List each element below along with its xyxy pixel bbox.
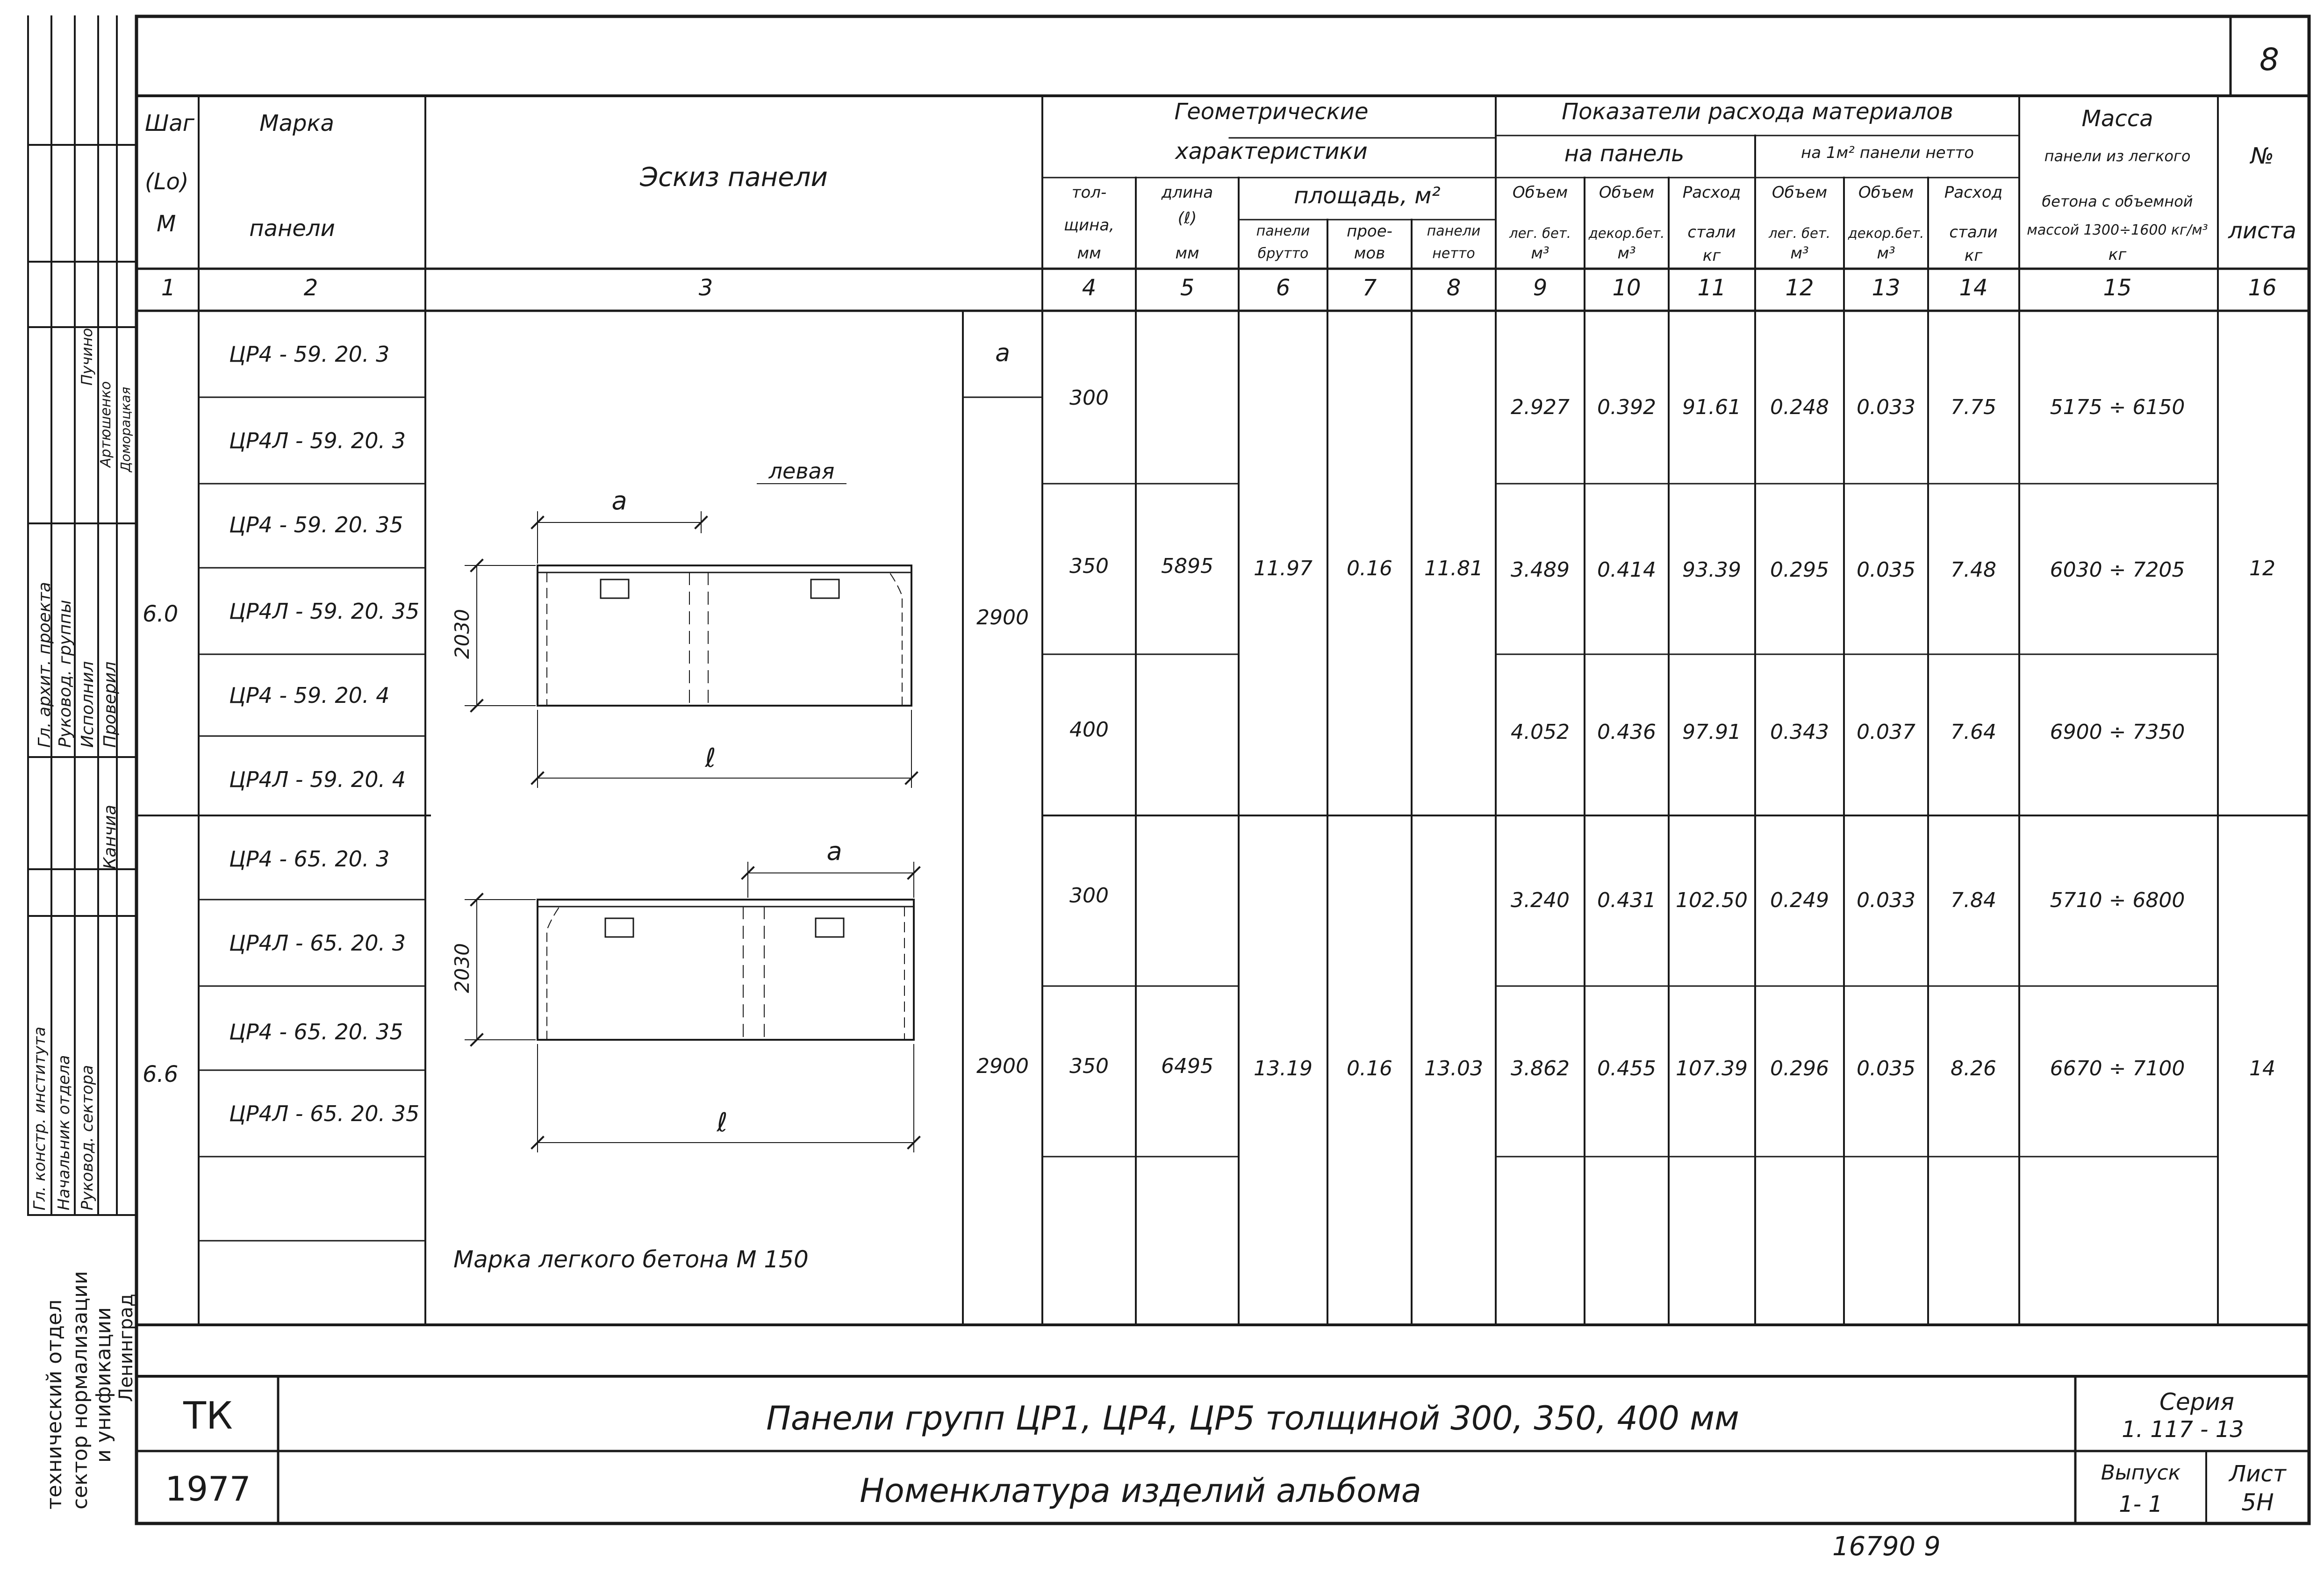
stamp-role: Проверил: [100, 661, 120, 748]
thickness: 300: [1069, 884, 1109, 908]
header-ob-dek-2-a: Объем: [1858, 183, 1914, 202]
thickness: 400: [1069, 718, 1109, 742]
col-num-3: 3: [698, 275, 713, 301]
header-ob-leg-1-c: м³: [1531, 244, 1549, 263]
stamp-role: Гл. архит. проекта: [35, 582, 54, 748]
header-proemov-2: мов: [1354, 244, 1385, 263]
header-ob-leg-2-a: Объем: [1772, 183, 1828, 202]
header-marka-1: Марка: [259, 110, 334, 136]
sketch-dim-l: ℓ: [705, 743, 716, 773]
stamp-name: Доморацкая: [118, 386, 133, 472]
tk-label: ТК: [183, 1394, 233, 1437]
col-num-9: 9: [1533, 275, 1548, 301]
col-num-12: 12: [1785, 275, 1814, 301]
header-rashod-2-c: кг: [1964, 246, 1983, 265]
seria-value: 1. 117 - 13: [2122, 1416, 2244, 1443]
cell-v11: 102.50: [1676, 888, 1748, 912]
cell-v12: 0.343: [1770, 720, 1829, 744]
header-netto-1: панели: [1427, 223, 1481, 239]
header-rashod-2-b: стали: [1949, 223, 1998, 242]
cell-v12: 0.249: [1770, 888, 1829, 912]
stamp-role: Руковод. сектора: [78, 1065, 97, 1210]
cell-v15: 6670 ÷ 7100: [2050, 1057, 2185, 1080]
panel-mark: ЦР4 - 65. 20. 35: [229, 1019, 403, 1044]
header-geom-2: характеристики: [1175, 138, 1368, 164]
panel-mark: ЦР4Л - 65. 20. 35: [229, 1101, 420, 1126]
header-ob-dek-1-c: м³: [1617, 244, 1636, 263]
panel-mark: ЦР4 - 65. 20. 3: [229, 846, 390, 872]
header-list-2: листа: [2228, 218, 2296, 244]
stamp-role: Гл. констр. института: [30, 1026, 49, 1210]
thickness: 350: [1069, 1054, 1109, 1078]
panel-mark: ЦР4 - 59. 20. 35: [229, 512, 403, 537]
header-massa-2: панели из легкого: [2044, 147, 2191, 165]
header-ob-leg-2-b: лег. бет.: [1769, 225, 1830, 241]
area-brutto: 11.97: [1254, 557, 1313, 580]
cell-v15: 5710 ÷ 6800: [2050, 888, 2185, 912]
stamp-org: Ленинград: [115, 1294, 137, 1402]
cell-v14: 7.48: [1951, 558, 1996, 582]
panel-mark: ЦР4Л - 59. 20. 4: [229, 767, 406, 792]
header-brutto-1: панели: [1256, 223, 1310, 239]
area-netto: 11.81: [1424, 557, 1483, 580]
list-number: 14: [2249, 1057, 2275, 1080]
cell-v13: 0.035: [1857, 1057, 1915, 1080]
cell-v10: 0.431: [1597, 888, 1656, 912]
cell-v13: 0.033: [1857, 395, 1915, 419]
cell-v9: 4.052: [1511, 720, 1570, 744]
col-num-11: 11: [1697, 275, 1726, 301]
thickness: 350: [1069, 554, 1109, 578]
header-tolshchina-3: мм: [1077, 244, 1101, 263]
list-value: 5Н: [2241, 1489, 2274, 1516]
title-line-1: Панели групп ЦР1, ЦР4, ЦР5 толщиной 300, 350, 400 мм: [766, 1399, 1739, 1437]
header-ploshchad: площадь, м²: [1294, 183, 1441, 209]
col-num-1: 1: [161, 275, 176, 301]
col-num-10: 10: [1612, 275, 1641, 301]
col-num-16: 16: [2248, 275, 2277, 301]
cell-v14: 7.64: [1951, 720, 1996, 744]
cell-v9: 3.240: [1511, 888, 1570, 912]
archive-number: 16790 9: [1832, 1531, 1941, 1562]
header-shag-2: (Lo): [145, 169, 189, 195]
cell-v15: 6030 ÷ 7205: [2050, 558, 2185, 582]
header-list-1: №: [2251, 143, 2274, 169]
cell-v10: 0.392: [1597, 395, 1656, 419]
cell-v9: 3.862: [1511, 1057, 1570, 1080]
header-rashod-1-a: Расход: [1682, 183, 1741, 202]
header-geom-1: Геометрические: [1174, 99, 1369, 125]
stamp-name: Артюшенко: [98, 381, 114, 467]
vypusk-value: 1- 1: [2119, 1491, 2163, 1517]
header-eskiz: Эскиз панели: [640, 162, 828, 193]
header-marka-2: панели: [249, 215, 335, 242]
stamp-org: технический отдел: [43, 1299, 66, 1509]
area-proemov: 0.16: [1347, 557, 1392, 580]
sketch-dim-a: а: [611, 486, 627, 515]
panel-mark: ЦР4Л - 65. 20. 3: [229, 930, 406, 956]
thickness: 300: [1069, 386, 1109, 410]
cell-v13: 0.037: [1857, 720, 1915, 744]
header-ob-dek-1-a: Объем: [1599, 183, 1655, 202]
col-num-15: 15: [2103, 275, 2132, 301]
header-na-panel: на панель: [1564, 141, 1685, 167]
cell-v14: 7.75: [1951, 395, 1996, 419]
list-label: Лист: [2229, 1461, 2286, 1487]
header-massa-4: массой 1300÷1600 кг/м³: [2027, 222, 2208, 238]
header-dlina-3: мм: [1175, 244, 1199, 263]
stamp-org: сектор нормализации: [68, 1271, 92, 1509]
header-dlina-1: длина: [1161, 183, 1213, 202]
header-rashod-1-b: стали: [1687, 223, 1736, 242]
col-a-letter: а: [995, 339, 1010, 367]
stamp-org: и унификации: [92, 1307, 115, 1463]
title-line-2: Номенклатура изделий альбома: [860, 1472, 1421, 1510]
cell-v11: 93.39: [1682, 558, 1741, 582]
stamp-role: Руковод. группы: [56, 600, 75, 748]
stamp-role: Начальник отдела: [55, 1055, 73, 1210]
cell-v10: 0.455: [1597, 1057, 1656, 1080]
cell-v14: 7.84: [1951, 888, 1996, 912]
header-massa-5: кг: [2108, 245, 2127, 264]
sketch-dim-height: 2030: [451, 609, 473, 659]
area-netto: 13.03: [1424, 1057, 1483, 1080]
cell-v13: 0.035: [1857, 558, 1915, 582]
header-tolshchina-2: щина,: [1064, 216, 1114, 235]
panel-height: 2900: [976, 1054, 1029, 1078]
header-rashod-2-a: Расход: [1944, 183, 2003, 202]
panel-height: 2900: [976, 606, 1029, 629]
group-shag: 6.6: [143, 1061, 179, 1087]
stamp-name: Канчиа: [100, 805, 120, 869]
col-num-7: 7: [1362, 275, 1377, 301]
cell-v9: 3.489: [1511, 558, 1570, 582]
panel-mark: ЦР4 - 59. 20. 3: [229, 342, 390, 367]
cell-v11: 97.91: [1682, 720, 1741, 744]
header-shag-1: Шаг: [145, 110, 194, 136]
dlina: 6495: [1161, 1054, 1213, 1078]
stamp-name: Пучино: [78, 328, 96, 386]
header-tolshchina-1: тол-: [1071, 183, 1107, 202]
col-num-8: 8: [1446, 275, 1461, 301]
panel-mark: ЦР4Л - 59. 20. 35: [229, 599, 420, 624]
header-ob-leg-2-c: м³: [1790, 244, 1809, 263]
cell-v12: 0.296: [1770, 1057, 1829, 1080]
cell-v10: 0.414: [1597, 558, 1656, 582]
sketch-dim-l: ℓ: [717, 1108, 728, 1138]
header-ob-dek-2-b: декор.бет.: [1848, 225, 1924, 241]
header-rashod-1-c: кг: [1702, 246, 1721, 265]
header-shag-3: М: [157, 211, 176, 237]
cell-v14: 8.26: [1951, 1057, 1996, 1080]
col-num-14: 14: [1959, 275, 1988, 301]
cell-v12: 0.248: [1770, 395, 1829, 419]
header-na-m2: на 1м² панели нетто: [1801, 143, 1974, 162]
col-num-2: 2: [303, 275, 318, 301]
header-proemov-1: прое-: [1347, 222, 1392, 241]
dlina: 5895: [1161, 554, 1213, 578]
cell-v15: 5175 ÷ 6150: [2050, 395, 2185, 419]
stamp-role: Исполнил: [78, 661, 97, 748]
cell-v11: 91.61: [1682, 395, 1741, 419]
seria-label: Серия: [2159, 1388, 2234, 1416]
area-brutto: 13.19: [1254, 1057, 1313, 1080]
col-num-6: 6: [1276, 275, 1291, 301]
header-pokazateli: Показатели расхода материалов: [1562, 99, 1953, 125]
list-number: 12: [2249, 557, 2275, 580]
col-num-4: 4: [1082, 275, 1097, 301]
header-netto-2: нетто: [1432, 245, 1475, 262]
cell-v13: 0.033: [1857, 888, 1915, 912]
sketch-dim-a: а: [826, 837, 842, 866]
header-ob-leg-1-b: лег. бет.: [1509, 225, 1571, 241]
sketch-levaya: левая: [768, 458, 835, 484]
vypusk-label: Выпуск: [2101, 1461, 2181, 1485]
header-ob-dek-1-b: декор.бет.: [1588, 225, 1665, 241]
header-brutto-2: брутто: [1257, 245, 1309, 262]
header-ob-leg-1-a: Объем: [1512, 183, 1568, 202]
cell-v15: 6900 ÷ 7350: [2050, 720, 2185, 744]
header-massa-1: Масса: [2081, 106, 2153, 132]
sketch-dim-height: 2030: [451, 943, 473, 993]
area-proemov: 0.16: [1347, 1057, 1392, 1080]
cell-v11: 107.39: [1676, 1057, 1748, 1080]
col-num-5: 5: [1180, 275, 1195, 301]
header-dlina-2: (ℓ): [1177, 209, 1197, 228]
header-ob-dek-2-c: м³: [1877, 244, 1895, 263]
header-massa-3: бетона с объемной: [2042, 193, 2193, 210]
group-shag: 6.0: [143, 601, 179, 627]
cell-v9: 2.927: [1511, 395, 1570, 419]
col-num-13: 13: [1872, 275, 1901, 301]
cell-v10: 0.436: [1597, 720, 1656, 744]
concrete-grade-note: Марка легкого бетона М 150: [453, 1246, 809, 1273]
sheet-number: 8: [2259, 42, 2279, 78]
panel-mark: ЦР4Л - 59. 20. 3: [229, 428, 406, 453]
cell-v12: 0.295: [1770, 558, 1829, 582]
year: 1977: [165, 1469, 251, 1509]
panel-mark: ЦР4 - 59. 20. 4: [229, 683, 390, 708]
